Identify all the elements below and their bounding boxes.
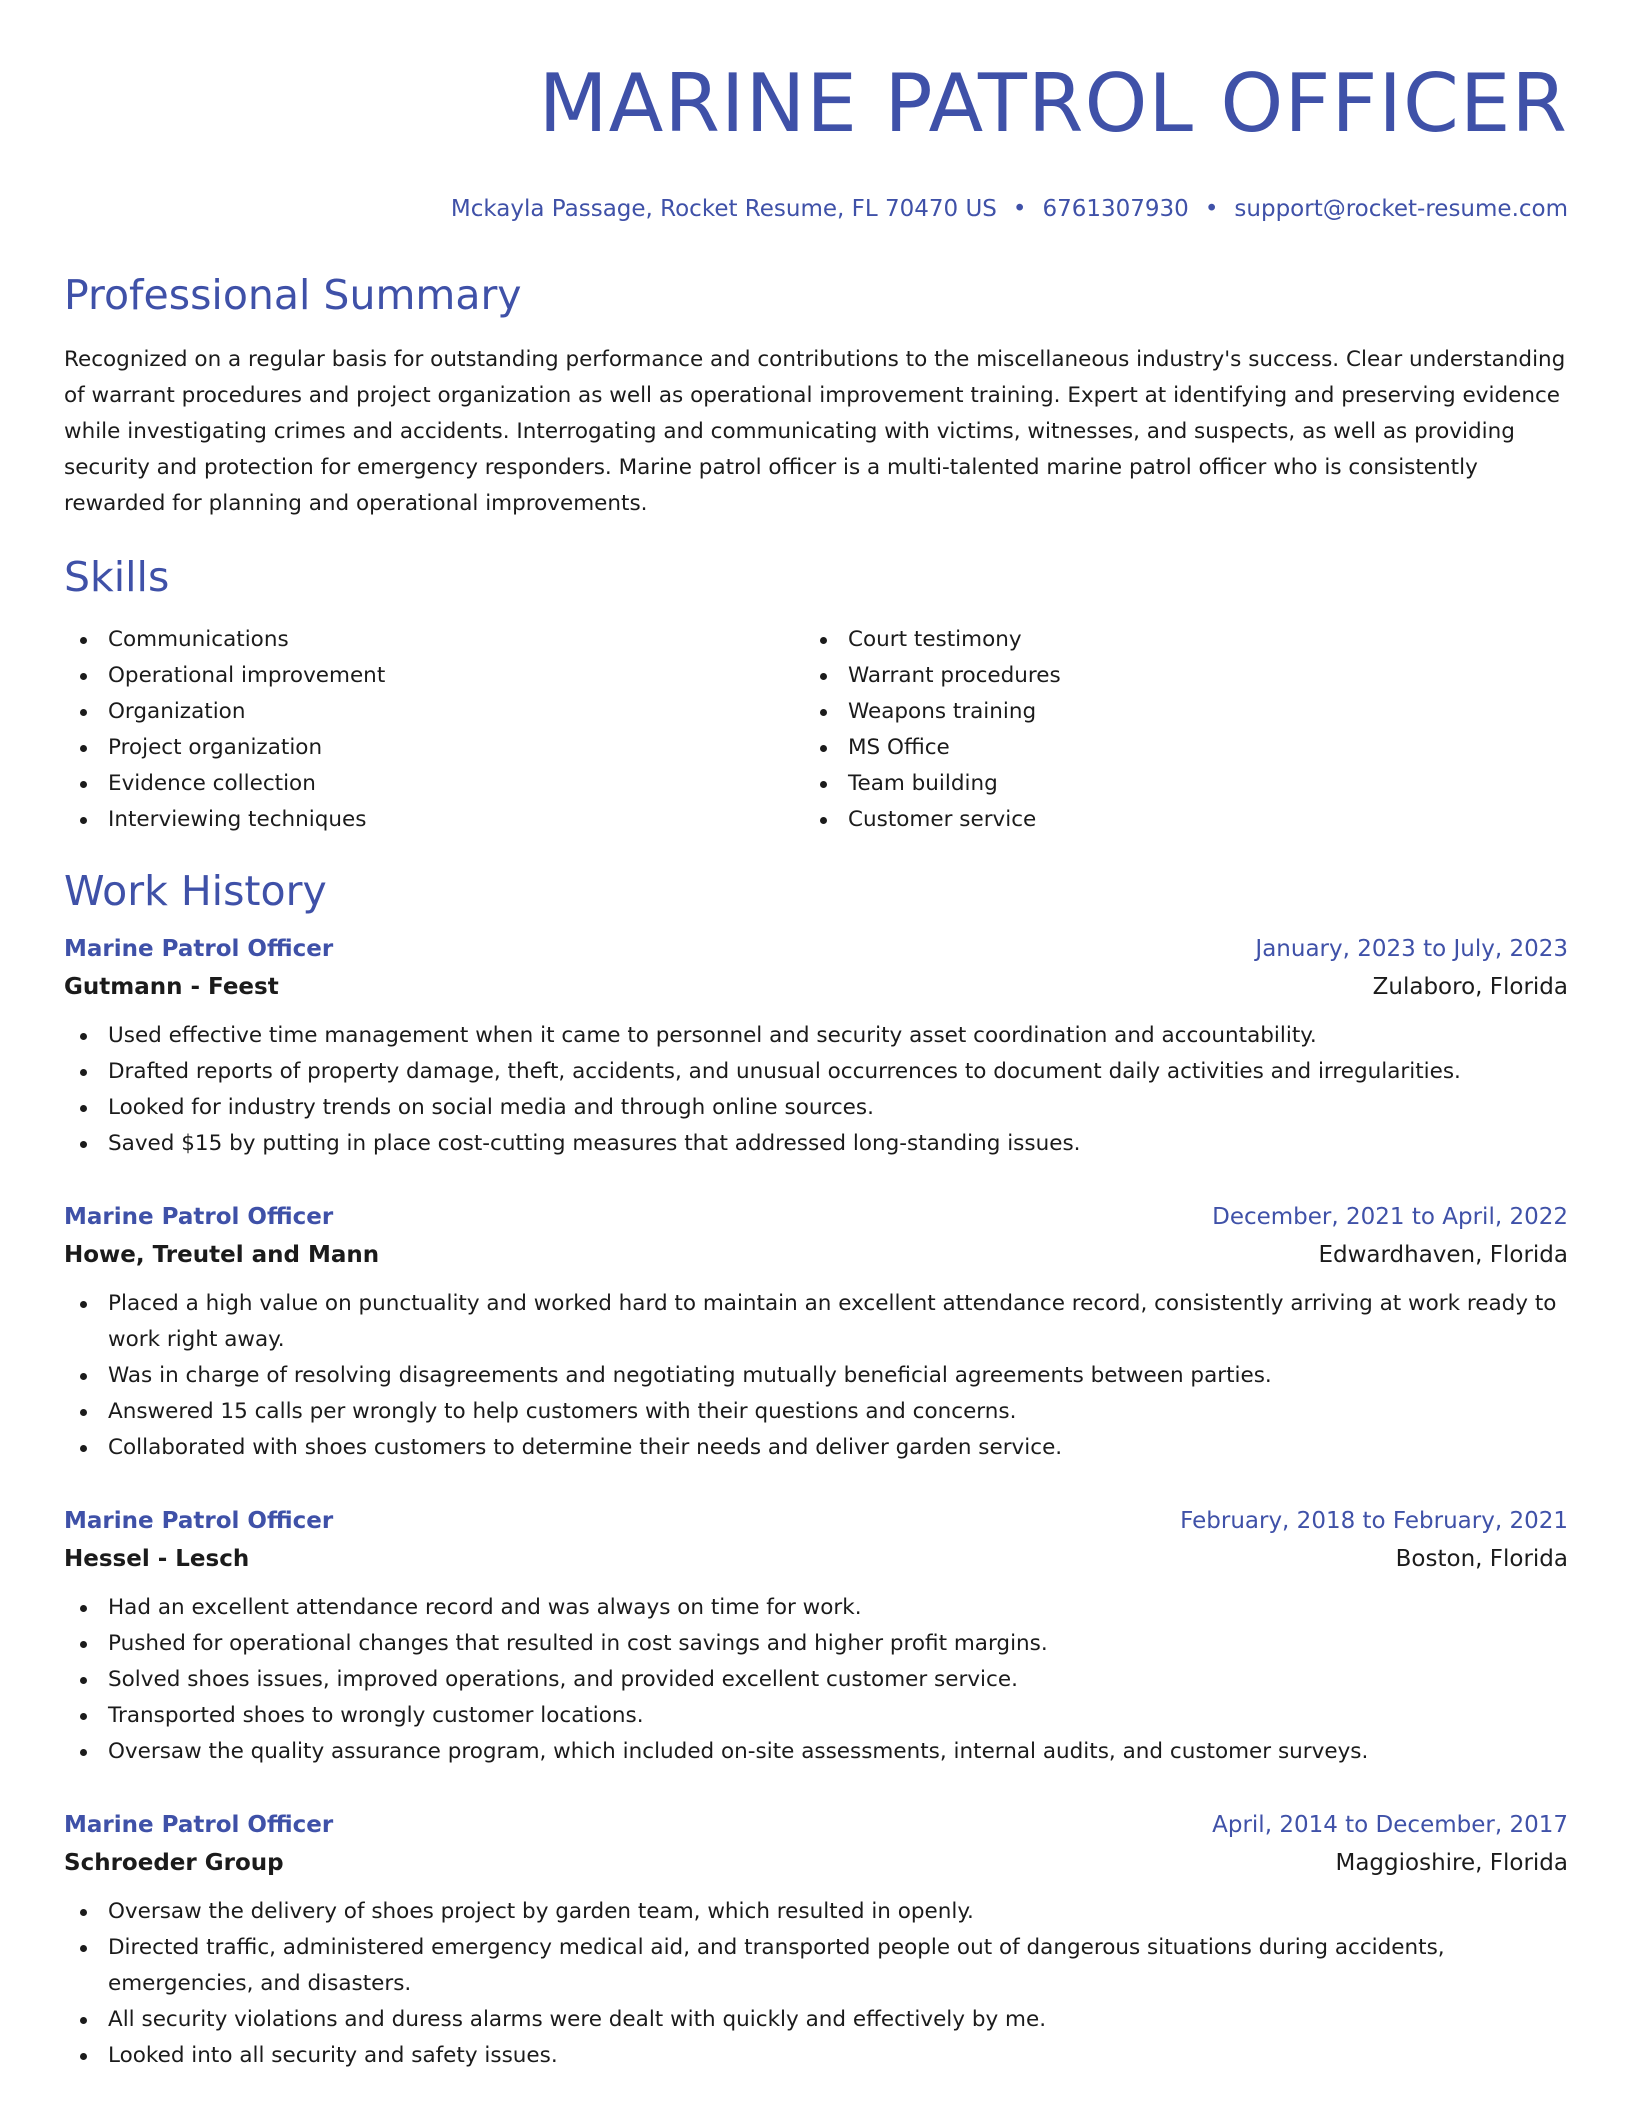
- job-dates: January, 2023 to July, 2023: [1255, 936, 1568, 962]
- bullet-icon: [820, 817, 827, 824]
- bullet-icon: [80, 1641, 87, 1648]
- job-company-row: [64, 1844, 1568, 1882]
- skill-item: Customer service: [804, 802, 1544, 838]
- bullet-icon: [80, 1945, 87, 1952]
- job-bullet: Placed a high value on punctuality and worked hard to maintain an excellent attendance record, consistently arriving at work ready to work right away.: [64, 1286, 1568, 1358]
- job-bullets: [64, 1894, 1568, 2074]
- bullet-icon: [80, 1033, 87, 1040]
- job-bullet: Oversaw the quality assurance program, which included on-site assessments, internal audits, and customer surveys.: [64, 1734, 1568, 1770]
- job-bullet: Drafted reports of property damage, theft, accidents, and unusual occurrences to document daily activities and irregularities.: [64, 1054, 1568, 1090]
- bullet-icon: [80, 709, 87, 716]
- bullet-icon: [820, 637, 827, 644]
- bullet-icon: [80, 1749, 87, 1756]
- job-location: Zulaboro, Florida: [1372, 974, 1568, 1000]
- job-header-row: [64, 1502, 1568, 1540]
- job-header-row: [64, 930, 1568, 968]
- bullet-icon: [80, 673, 87, 680]
- bullet-icon: [80, 1301, 87, 1308]
- skills-column-left: [64, 622, 804, 838]
- skills-column-right: [804, 622, 1544, 838]
- job-bullet: Pushed for operational changes that resulted in cost savings and higher profit margins.: [64, 1626, 1568, 1662]
- job-location: Maggioshire, Florida: [1335, 1850, 1568, 1876]
- contact-line: [64, 194, 1568, 224]
- job-header-row: [64, 1198, 1568, 1236]
- job-title: Marine Patrol Officer: [64, 1812, 334, 1838]
- bullet-icon: [80, 1605, 87, 1612]
- bullet-icon: [80, 1445, 87, 1452]
- contact-address: Mckayla Passage, Rocket Resume, FL 70470 US: [450, 196, 997, 222]
- bullet-icon: [80, 1677, 87, 1684]
- job-entry: [64, 1806, 1568, 2074]
- skills-heading: Skills: [64, 553, 170, 601]
- job-bullet: Used effective time management when it came to personnel and security asset coordination and accountability.: [64, 1018, 1568, 1054]
- skill-item: Project organization: [64, 730, 804, 766]
- job-entry: [64, 1198, 1568, 1466]
- bullet-icon: [820, 781, 827, 788]
- job-bullet: Looked into all security and safety issues.: [64, 2038, 1568, 2074]
- job-company: Hessel - Lesch: [64, 1546, 250, 1572]
- skill-item: Court testimony: [804, 622, 1544, 658]
- job-title: Marine Patrol Officer: [64, 1204, 334, 1230]
- bullet-icon: [80, 1909, 87, 1916]
- bullet-icon: [80, 2017, 87, 2024]
- job-dates: February, 2018 to February, 2021: [1180, 1508, 1568, 1534]
- skill-item: Organization: [64, 694, 804, 730]
- skills-list: [64, 622, 1568, 838]
- bullet-icon: [80, 1373, 87, 1380]
- job-title: Marine Patrol Officer: [64, 936, 334, 962]
- job-bullet: Transported shoes to wrongly customer locations.: [64, 1698, 1568, 1734]
- job-bullets: [64, 1018, 1568, 1162]
- bullet-icon: [80, 781, 87, 788]
- job-header-row: [64, 1806, 1568, 1844]
- work-history-heading: Work History: [64, 867, 327, 915]
- bullet-icon: [820, 709, 827, 716]
- job-bullet: Saved $15 by putting in place cost-cutting measures that addressed long-standing issues.: [64, 1126, 1568, 1162]
- candidate-name: MARINE PATROL OFFICER: [538, 57, 1568, 150]
- job-location: Edwardhaven, Florida: [1318, 1242, 1568, 1268]
- contact-email[interactable]: support@rocket-resume.com: [1234, 196, 1568, 222]
- bullet-icon: [80, 1141, 87, 1148]
- skill-item: Team building: [804, 766, 1544, 802]
- job-dates: December, 2021 to April, 2022: [1212, 1204, 1568, 1230]
- job-company-row: [64, 1540, 1568, 1578]
- skill-item: MS Office: [804, 730, 1544, 766]
- contact-phone: 6761307930: [1042, 196, 1189, 222]
- job-bullet: Collaborated with shoes customers to determine their needs and deliver garden service.: [64, 1430, 1568, 1466]
- job-entry: [64, 930, 1568, 1162]
- summary-text: Recognized on a regular basis for outstanding performance and contributions to the miscellaneous industry's success. Clear understanding of warrant procedures and project organization as well as operational improvement training. Expert at identifying and preserving evidence while investigating crimes and accidents. Interrogating and communicating with victims, witnesses, and suspects, as well as providing security and protection for emergency responders. Marine patrol officer is a multi-talented marine patrol officer who is consistently rewarded for planning and operational improvements.: [64, 347, 1566, 516]
- job-title: Marine Patrol Officer: [64, 1508, 334, 1534]
- job-bullet: All security violations and duress alarms were dealt with quickly and effectively by me.: [64, 2002, 1568, 2038]
- job-company: Schroeder Group: [64, 1850, 284, 1876]
- skill-item: Communications: [64, 622, 804, 658]
- job-bullets: [64, 1590, 1568, 1770]
- bullet-icon: [80, 1105, 87, 1112]
- job-bullet: Answered 15 calls per wrongly to help customers with their questions and concerns.: [64, 1394, 1568, 1430]
- work-history-list: [64, 930, 1568, 2074]
- job-company-row: [64, 968, 1568, 1006]
- job-company-row: [64, 1236, 1568, 1274]
- job-bullets: [64, 1286, 1568, 1466]
- skill-item: Warrant procedures: [804, 658, 1544, 694]
- job-bullet: Oversaw the delivery of shoes project by garden team, which resulted in openly.: [64, 1894, 1568, 1930]
- skill-item: Operational improvement: [64, 658, 804, 694]
- job-bullet: Directed traffic, administered emergency medical aid, and transported people out of dangerous situations during accidents, emergencies, and disasters.: [64, 1930, 1568, 2002]
- bullet-icon: [80, 817, 87, 824]
- contact-separator: •: [1012, 196, 1027, 222]
- skill-item: Weapons training: [804, 694, 1544, 730]
- bullet-icon: [80, 637, 87, 644]
- bullet-icon: [80, 1069, 87, 1076]
- bullet-icon: [820, 673, 827, 680]
- job-bullet: Had an excellent attendance record and was always on time for work.: [64, 1590, 1568, 1626]
- bullet-icon: [80, 745, 87, 752]
- job-bullet: Was in charge of resolving disagreements and negotiating mutually beneficial agreements between parties.: [64, 1358, 1568, 1394]
- job-location: Boston, Florida: [1395, 1546, 1568, 1572]
- bullet-icon: [80, 1713, 87, 1720]
- bullet-icon: [80, 1409, 87, 1416]
- job-entry: [64, 1502, 1568, 1770]
- job-dates: April, 2014 to December, 2017: [1212, 1812, 1568, 1838]
- contact-separator: •: [1204, 196, 1219, 222]
- job-bullet: Looked for industry trends on social media and through online sources.: [64, 1090, 1568, 1126]
- job-bullet: Solved shoes issues, improved operations, and provided excellent customer service.: [64, 1662, 1568, 1698]
- summary-heading: Professional Summary: [64, 271, 522, 319]
- bullet-icon: [820, 745, 827, 752]
- job-company: Gutmann - Feest: [64, 974, 279, 1000]
- bullet-icon: [80, 2053, 87, 2060]
- resume-header: [64, 56, 1568, 224]
- skill-item: Evidence collection: [64, 766, 804, 802]
- job-company: Howe, Treutel and Mann: [64, 1242, 380, 1268]
- skill-item: Interviewing techniques: [64, 802, 804, 838]
